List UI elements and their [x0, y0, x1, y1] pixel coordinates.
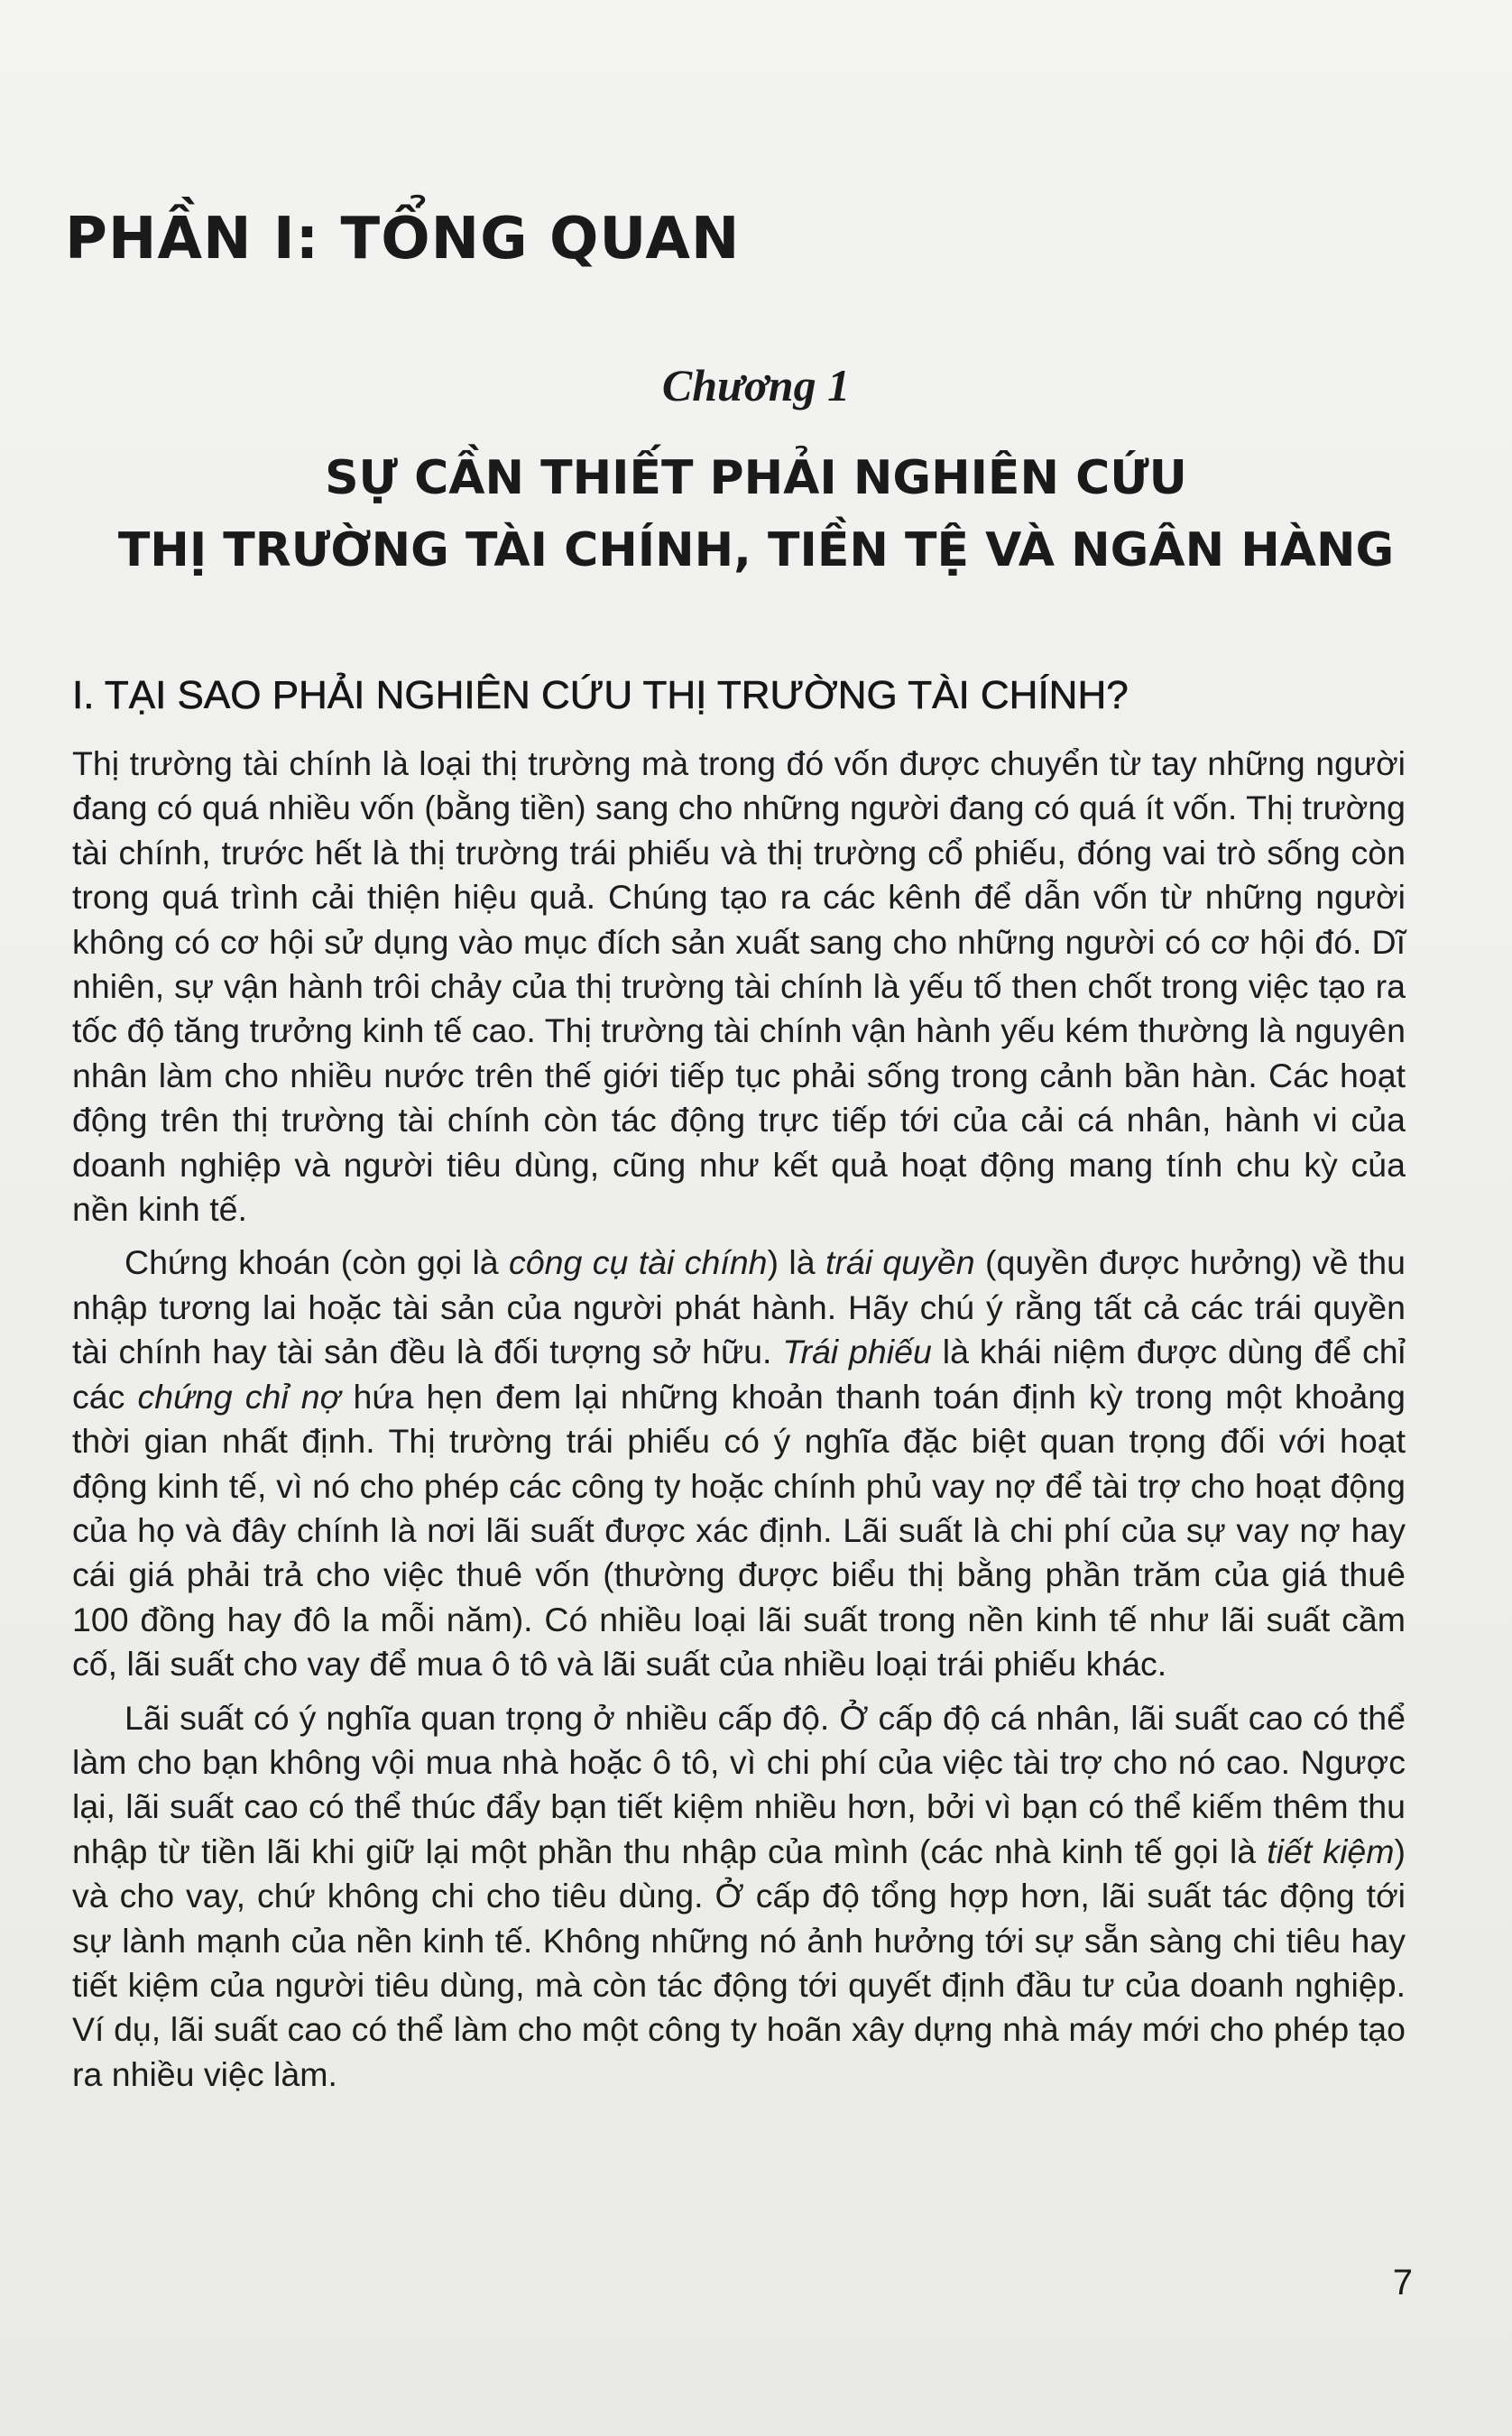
p3-text-c: ) và cho vay, chứ không chi cho tiêu dùng. Ở cấp độ tổng hợp hơn, lãi suất tác động tới sự lành mạnh của nền kinh tế. Không những nó ảnh hưởng tới sự sẵn sàng chi tiêu hay tiết kiệm của người tiêu dùng, mà còn tác động tới quyết định đầu tư của doanh nghiệp. Ví dụ, lãi suất cao có thể làm cho một công ty hoãn xây dựng nhà máy mới cho phép tạo ra nhiều việc làm. [72, 1832, 1406, 2093]
p2-term-debt-certificate: chứng chỉ nợ [137, 1377, 341, 1416]
p3-term-saving: tiết kiệm [1267, 1832, 1395, 1870]
paragraph-2 [72, 1241, 1406, 1686]
p2-text-g: là khái niệm được dùng để chỉ các [72, 1333, 1406, 1416]
p2-text-a: Chứng khoán (còn gọi là [124, 1243, 510, 1282]
part-title: PHẦN I: TỔNG QUAN [65, 206, 741, 272]
paragraph-1: Thị trường tài chính là loại thị trường mà trong đó vốn được chuyển từ tay những người đang có quá nhiều vốn (bằng tiền) sang cho những người đang có quá ít vốn. Thị trường tài chính, trước hết là thị trường trái phiếu và thị trường cổ phiếu, đóng vai trò sống còn trong quá trình cải thiện hiệu quả. Chúng tạo ra các kênh để dẫn vốn từ những người không có cơ hội sử dụng vào mục đích sản xuất sang cho những người có cơ hội đó. Dĩ nhiên, sự vận hành trôi chảy của thị trường tài chính là yếu tố then chốt trong việc tạo ra tốc độ tăng trưởng kinh tế cao. Thị trường tài chính vận hành yếu kém thường là nguyên nhân làm cho nhiều nước trên thế giới tiếp tục phải sống trong cảnh bần hàn. Các hoạt động trên thị trường tài chính còn tác động trực tiếp tới của cải cá nhân, hành vi của doanh nghiệp và người tiêu dùng, cũng như kết quả hoạt động mang tính chu kỳ của nền kinh tế. [72, 744, 1406, 1229]
p3-text-a: Lãi suất có ý nghĩa quan trọng ở nhiều cấp độ. Ở cấp độ cá nhân, lãi suất cao có thể làm cho bạn không vội mua nhà hoặc ô tô, vì chi phí của việc tài trợ cho nó cao. Ngược lại, lãi suất cao có thể thúc đẩy bạn tiết kiệm nhiều hơn, bởi vì bạn có thể kiếm thêm thu nhập từ tiền lãi khi giữ lại một phần thu nhập của mình (các nhà kinh tế gọi là [72, 1698, 1406, 1870]
chapter-title-line-1: SỰ CẦN THIẾT PHẢI NGHIÊN CỨU [325, 451, 1187, 505]
section-heading: I. TẠI SAO PHẢI NGHIÊN CỨU THỊ TRƯỜNG TÀI CHÍNH? [72, 673, 1129, 717]
body-text [72, 742, 1406, 2106]
p2-term-financial-instrument: công cụ tài chính [509, 1243, 768, 1282]
p2-text-e: (quyền được hưởng) về thu nhập tương lai hoặc tài sản của người phát hành. Hãy chú ý rằng tất cả các trái quyền tài chính hay tài sản đều là đối tượng sở hữu. [72, 1243, 1406, 1371]
p2-text-c: ) là [767, 1243, 825, 1282]
p2-term-claim: trái quyền [825, 1243, 975, 1282]
chapter-title-line-2: THỊ TRƯỜNG TÀI CHÍNH, TIỀN TỆ VÀ NGÂN HÀNG [117, 523, 1395, 577]
paragraph-3 [72, 1696, 1406, 2098]
page-number: 7 [1392, 2263, 1413, 2302]
p2-term-bond: Trái phiếu [782, 1333, 932, 1371]
chapter-number: Chương 1 [661, 360, 851, 411]
p2-text-i: hứa hẹn đem lại những khoản thanh toán định kỳ trong một khoảng thời gian nhất định. Thị trường trái phiếu có ý nghĩa đặc biệt quan trọng đối với hoạt động kinh tế, vì nó cho phép các công ty hoặc chính phủ vay nợ để tài trợ cho hoạt động của họ và đây chính là nơi lãi suất được xác định. Lãi suất là chi phí của sự vay nợ hay cái giá phải trả cho việc thuê vốn (thường được biểu thị bằng phần trăm của giá thuê 100 đồng hay đô la mỗi năm). Có nhiều loại lãi suất trong nền kinh tế như lãi suất cầm cố, lãi suất cho vay để mua ô tô và lãi suất của nhiều loại trái phiếu khác. [72, 1377, 1406, 1684]
